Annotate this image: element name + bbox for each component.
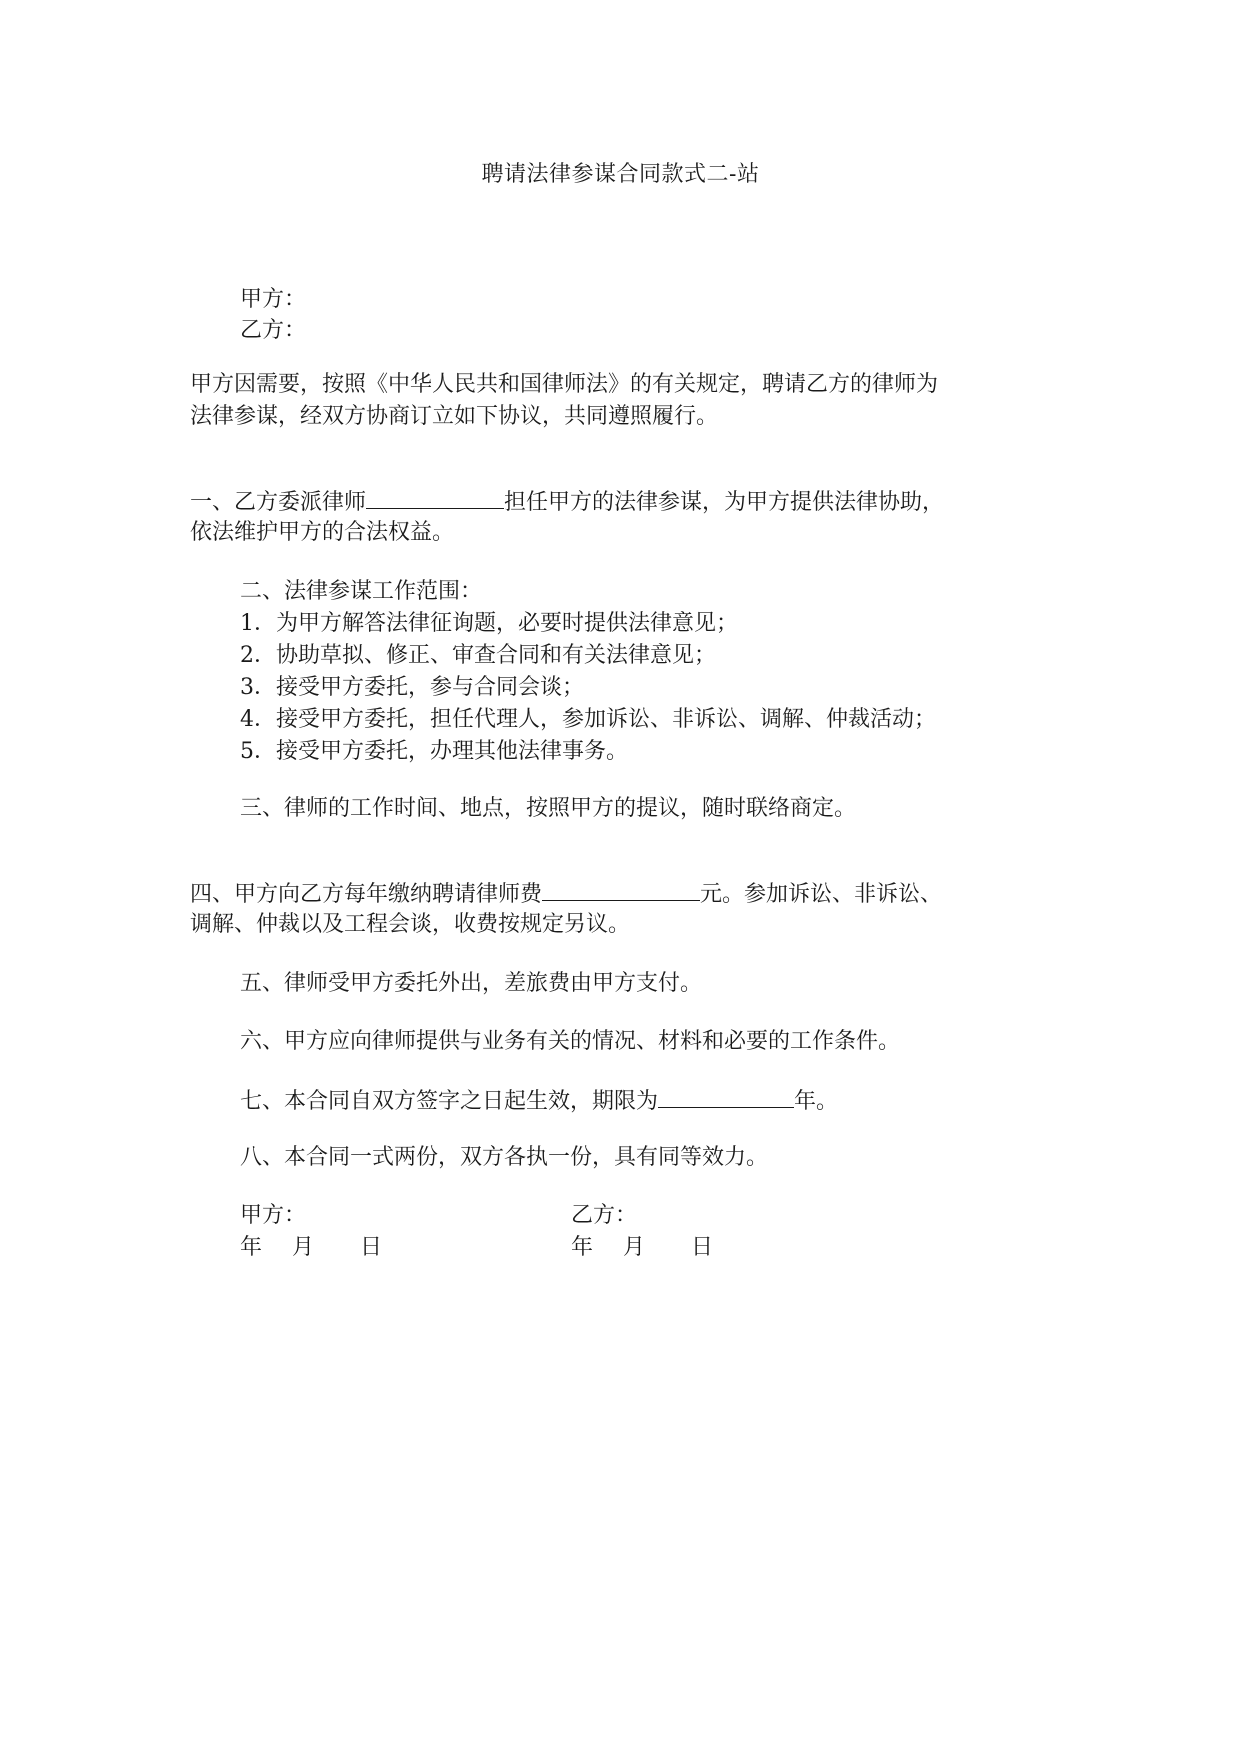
party-b-signature-label: 乙方： [571, 1203, 638, 1228]
clause-7-pre: 七、本合同自双方签字之日起生效，期限为 [240, 1089, 659, 1114]
clause-2-item-4: 4．接受甲方委托，担任代理人，参加诉讼、非诉讼、调解、仲裁活动； [240, 707, 936, 732]
clause-3: 三、律师的工作时间、地点，按照甲方的提议，随时联络商定。 [240, 796, 857, 821]
preamble-line-2: 法律参谋，经双方协商订立如下协议，共同遵照履行。 [190, 404, 719, 429]
clause-1-pre: 一、乙方委派律师 [190, 490, 367, 515]
clause-4-pre: 四、甲方向乙方每年缴纳聘请律师费 [190, 882, 543, 907]
preamble-line-1: 甲方因需要，按照《中华人民共和国律师法》的有关规定，聘请乙方的律师为 [190, 372, 939, 397]
party-a-signature-label: 甲方： [240, 1203, 307, 1228]
document-title: 聘请法律参谋合同款式二-站 [481, 162, 760, 187]
clause-7-post: 年。 [794, 1089, 839, 1114]
party-a-day: 日 [360, 1235, 383, 1260]
party-b-day: 日 [691, 1235, 714, 1260]
clause-4-line-1 [190, 876, 942, 912]
clause-2-item-1: 1．为甲方解答法律征询题，必要时提供法律意见； [240, 611, 738, 636]
party-a-date [240, 1231, 382, 1265]
party-a-month: 月 [292, 1235, 315, 1260]
clause-4-line-2: 调解、仲裁以及工程会谈，收费按规定另议。 [190, 912, 631, 937]
clause-8: 八、本合同一式两份，双方各执一份，具有同等效力。 [240, 1145, 769, 1170]
party-a-label: 甲方： [240, 287, 307, 312]
clause-5: 五、律师受甲方委托外出，差旅费由甲方支付。 [240, 971, 703, 996]
party-b-month: 月 [623, 1235, 646, 1260]
clause-2-item-3: 3．接受甲方委托，参与合同会谈； [240, 675, 584, 700]
clause-6: 六、甲方应向律师提供与业务有关的情况、材料和必要的工作条件。 [240, 1029, 901, 1054]
clause-1-line-2: 依法维护甲方的合法权益。 [190, 520, 455, 545]
clause-2-item-5: 5．接受甲方委托，办理其他法律事务。 [240, 739, 628, 764]
clause-1-post: 担任甲方的法律参谋，为甲方提供法律协助， [504, 490, 945, 515]
term-years-blank [658, 1083, 794, 1108]
clause-4-post: 元。参加诉讼、非诉讼、 [700, 882, 943, 907]
party-b-date [571, 1231, 713, 1265]
clause-2-heading: 二、法律参谋工作范围： [240, 579, 483, 604]
lawyer-name-blank [366, 484, 504, 509]
party-b-label: 乙方： [240, 318, 307, 343]
clause-1-line-1 [190, 484, 944, 520]
party-a-year: 年 [240, 1235, 263, 1260]
party-b-year: 年 [571, 1235, 594, 1260]
clause-2-item-2: 2．协助草拟、修正、审查合同和有关法律意见； [240, 643, 716, 668]
clause-7 [240, 1083, 838, 1119]
fee-amount-blank [542, 876, 700, 901]
